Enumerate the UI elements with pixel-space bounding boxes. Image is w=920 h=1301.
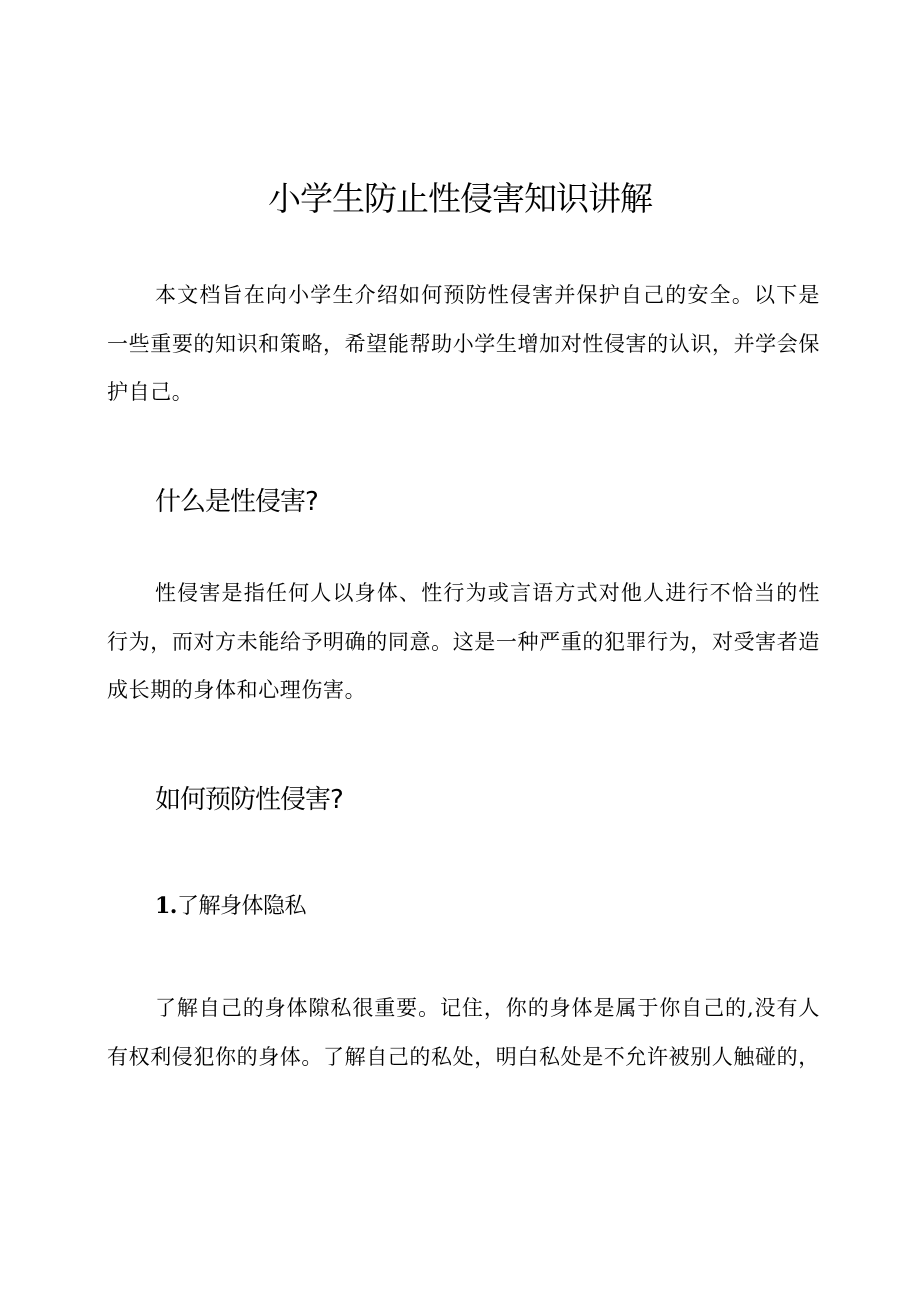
section-heading-how-to-prevent: 如何预防性侵害?	[155, 785, 343, 815]
subsection-heading-body-privacy	[155, 891, 306, 922]
section-heading-what-is: 什么是性侵害?	[155, 487, 318, 517]
subsection-number: 1.	[155, 893, 177, 919]
subsection-title: 了解身体隐私	[176, 894, 306, 919]
definition-paragraph: 性侵害是指任何人以身体、性行为或言语方式对他人进行不恰当的性行为，而对方未能给予明确的同意。这是一种严重的犯罪行为，对受害者造成长期的身体和心理伤害。	[107, 581, 820, 702]
body-privacy-paragraph: 了解自己的身体隙私很重要。记住，你的身体是属于你自己的,没有人有权利侵犯你的身体。了解自己的私处，明白私处是不允许被别人触碰的，	[107, 996, 820, 1069]
document-title: 小学生防止性侵害知识讲解	[268, 179, 652, 218]
intro-paragraph: 本文档旨在向小学生介绍如何预防性侵害并保护自己的安全。以下是一些重要的知识和策略，希望能帮助小学生增加对性侵害的认识，并学会保护自己。	[107, 283, 820, 404]
